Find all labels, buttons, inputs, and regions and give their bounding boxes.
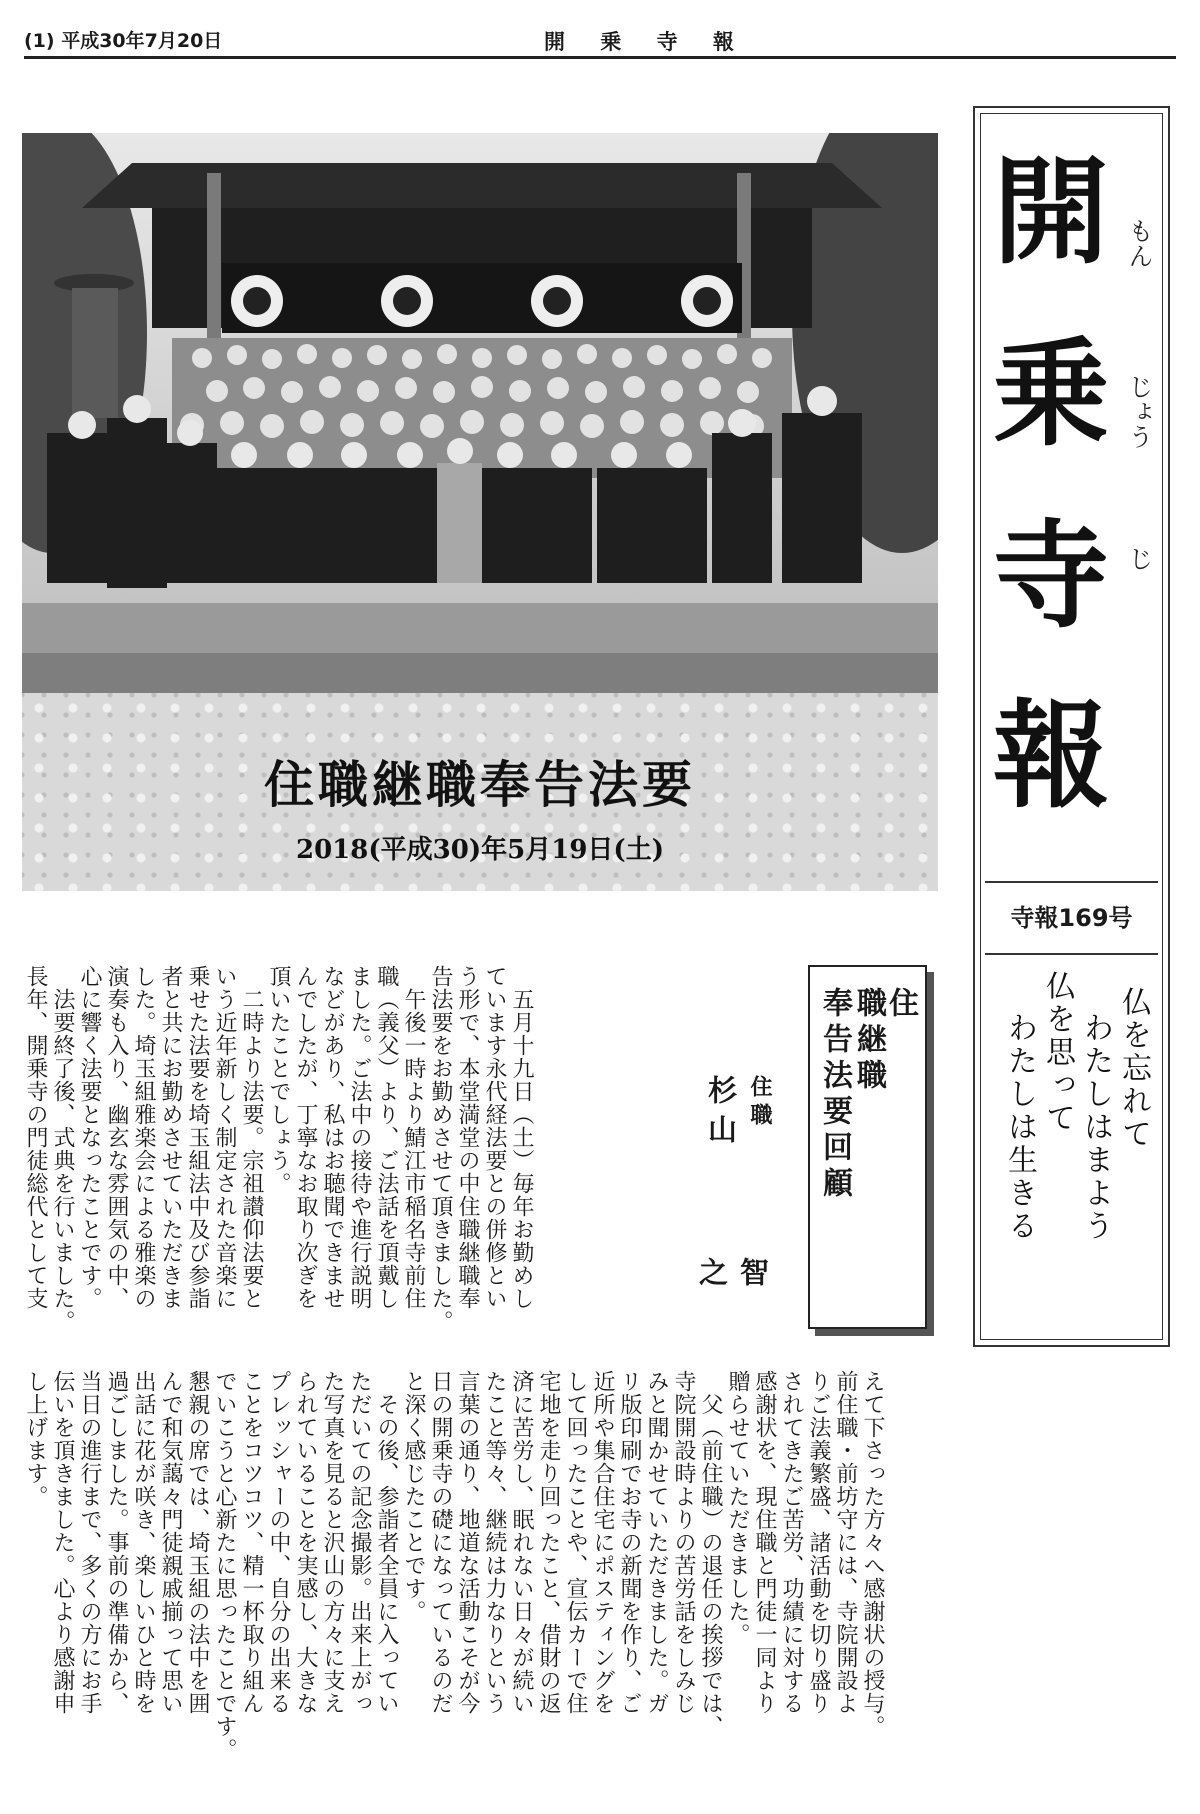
logo-char-1: 開	[993, 144, 1109, 280]
group-photo	[22, 133, 938, 693]
logo-ruby-2: じょう	[1125, 374, 1154, 449]
logo-char-4: 報	[993, 688, 1109, 824]
article-title-line-1: 住	[883, 987, 918, 1023]
article-body-top	[22, 965, 662, 1353]
logo-char-3: 寺	[993, 508, 1109, 644]
poem-line-2: わたしはまよう	[1078, 1012, 1113, 1243]
poem-line-3: 仏を思って	[1040, 970, 1075, 1135]
masthead-logo	[985, 118, 1158, 883]
issue-date: (1) 平成30年7月20日	[24, 30, 223, 52]
poem-line-4: わたしは生きる	[1002, 1012, 1037, 1243]
article-title-line-3: 奉告法要回顧	[817, 987, 852, 1203]
newsletter-name: 開 乗 寺 報	[544, 29, 748, 54]
article-title-box	[808, 965, 927, 1329]
logo-ruby-1: もん	[1125, 218, 1154, 268]
author-given-name: 智之	[695, 1257, 770, 1292]
temple-group-photo-image	[22, 133, 938, 693]
masthead	[973, 106, 1170, 1347]
logo-char-2: 乗	[993, 326, 1109, 462]
event-date: 2018(平成30)年5月19日(土)	[295, 835, 665, 865]
event-title: 住職継職奉告法要	[264, 755, 696, 814]
article-title-line-2: 職継職	[851, 987, 886, 1095]
event-banner	[22, 693, 938, 891]
author-byline	[695, 1075, 776, 1325]
page-header	[24, 20, 1176, 59]
poem-line-1: 仏を忘れて	[1116, 986, 1151, 1151]
article-text-bottom: えて下さった方々へ感謝状の授与。 前住職・前坊守には、寺院開設よ りご法義繁盛、諸活動を切り盛り されてきたご苦労、功績に対する 感謝状を、現住職と門徒一同より 贈らせていただきました。 父（前住職）の退任の挨拶では、 寺院開設時よりの苦労話をしみじ みと聞かせていただきました。ガ リ版印刷でお寺の新聞を作り、ご 近所や集合住宅にポスティングを して回ったことや、宣伝カーで住 宅地を走り回ったこと、借財の返 済に苦労し、眠れない日々が続い たこと等々、継続は力なりという 言葉の通り、地道な活動こそが今 日の開乗寺の礎になっているのだ と深く感じたことです。 その後、参詣者全員に入ってい ただいての記念撮影。出来上がっ た写真を見ると沢山の方々に支え られていることを実感し、大きな プレッシャーの中、自分の出来る ことをコツコツ、精一杯取り組ん でいこうと心新たに思ったことです。 懇親の席では、埼玉組の法中を囲 んで和気藹々門徒親戚揃って思い 出話に花が咲き、楽しいひと時を 過ごしました。事前の準備から、 当日の進行まで、多くの方にお手 伝いを頂きました。心より感謝申 し上げます。	[23, 1370, 885, 1761]
author-role: 住職	[747, 1075, 773, 1131]
issue-number: 寺報169号	[985, 883, 1158, 955]
article-body-bottom	[22, 1370, 958, 1800]
logo-ruby-3: じ	[1125, 546, 1154, 571]
article-text-top: 五月十九日（土）毎年お勤めし ています永代経法要との併修とい う形で、本堂満堂の中住職継職奉 告法要をお勤めさせて頂きました。 午後一時より鯖江市稲名寺前住 職（義父）より、ご法話を頂戴し ました。ご法中の接待や進行説明 などがあり、私はお聴聞できませ んでしたが、丁寧なお取り次ぎを 頂いたことでしょう。 二時より法要。宗祖讃仰法要と いう近年新しく制定された音楽に 乗せた法要を埼玉組法中及び参詣 者と共にお勤めさせていただきま した。埼玉組雅楽会による雅楽の 演奏も入り、幽玄な雰囲気の中、 心に響く法要となったことです。 法要終了後、式典を行いました。 長年、開乗寺の門徒総代として支	[23, 965, 534, 1333]
poem	[985, 956, 1158, 1336]
author-surname: 杉山	[704, 1075, 738, 1153]
